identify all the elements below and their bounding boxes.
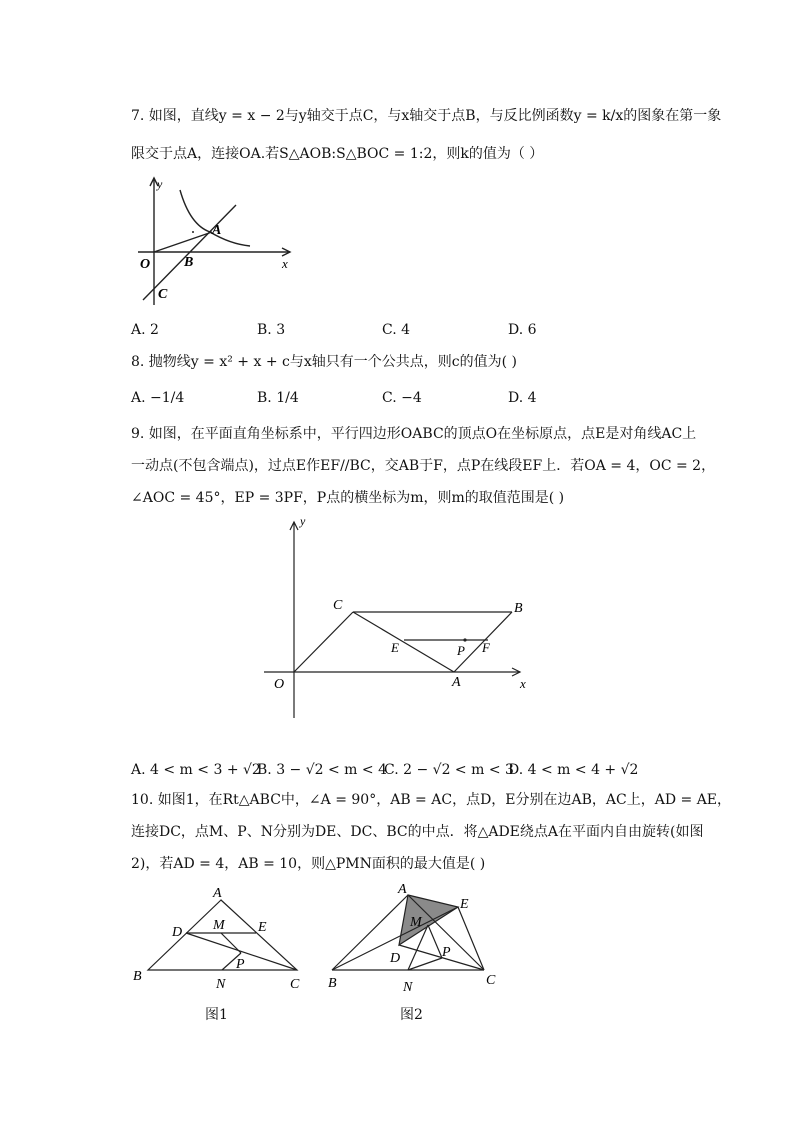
q10-fig2-label-P: P bbox=[442, 945, 451, 960]
q10-line1: 10. 如图1，在Rt△ABC中，∠A = 90°，AB = AC，点D，E分别在边AB，AC上，AD = AE， bbox=[131, 792, 732, 808]
q10-fig2-label-D: D bbox=[390, 951, 401, 966]
q9-option-c: C. 2 − √2 < m < 3 bbox=[384, 762, 514, 778]
q9-label-B: B bbox=[514, 601, 523, 616]
q7-option-b: B. 3 bbox=[257, 322, 286, 338]
q9-line2: 一动点(不包含端点)，过点E作EF//BC，交AB于F，点P在线段EF上．若OA = 4，OC = 2， bbox=[131, 458, 716, 474]
q7-option-c: C. 4 bbox=[382, 322, 411, 338]
q10-fig2-label-M: M bbox=[410, 915, 422, 930]
q9-label-A: A bbox=[452, 675, 461, 690]
q8-line1: 8. 抛物线y = x² + x + c与x轴只有一个公共点，则c的值为( ) bbox=[131, 354, 517, 370]
q10-fig2-label-N: N bbox=[403, 980, 413, 995]
q8-option-d: D. 4 bbox=[508, 390, 537, 406]
q7-option-d: D. 6 bbox=[508, 322, 537, 338]
q7-label-C: C bbox=[158, 287, 168, 302]
q9-label-x: x bbox=[520, 676, 526, 691]
q7-label-x: x bbox=[282, 256, 288, 271]
q9-label-y: y bbox=[300, 514, 306, 528]
q10-fig1-label-N: N bbox=[216, 977, 226, 992]
q9-label-F: F bbox=[482, 640, 490, 655]
q10-fig2-label-C: C bbox=[486, 973, 496, 988]
q10-line3: 2)，若AD = 4，AB = 10，则△PMN面积的最大值是( ) bbox=[131, 856, 486, 872]
q10-fig2-label-B: B bbox=[328, 976, 337, 991]
q9-label-P: P bbox=[457, 643, 465, 658]
q7-option-a: A. 2 bbox=[131, 322, 159, 338]
q9-option-b: B. 3 − √2 < m < 4 bbox=[257, 762, 387, 778]
q9-label-E: E bbox=[391, 640, 399, 655]
q8-option-a: A. −1/4 bbox=[131, 390, 185, 406]
q9-line3: ∠AOC = 45°，EP = 3PF，P点的横坐标为m，则m的取值范围是( ) bbox=[131, 490, 565, 506]
q9-label-O: O bbox=[274, 677, 285, 692]
q10-fig1-label-P: P bbox=[236, 957, 245, 972]
q7-label-O: O bbox=[140, 257, 151, 272]
q10-fig2-label-E: E bbox=[460, 897, 469, 912]
q7-label-B: B bbox=[184, 255, 194, 270]
q9-label-C: C bbox=[333, 598, 343, 613]
q9-line1: 9. 如图，在平面直角坐标系中，平行四边形OABC的顶点O在坐标原点，点E是对角线AC上 bbox=[131, 426, 697, 442]
q7-line1: 7. 如图，直线y = x − 2与y轴交于点C，与x轴交于点B，与反比例函数y = k/x的图象在第一象 bbox=[131, 108, 722, 124]
q9-option-d: D. 4 < m < 4 + √2 bbox=[508, 762, 639, 778]
q10-fig1-label-B: B bbox=[133, 969, 142, 984]
q7-line2: 限交于点A，连接OA.若S△AOB:S△BOC = 1:2，则k的值为（ ） bbox=[131, 146, 544, 162]
q10-fig2-label-A: A bbox=[398, 882, 407, 897]
q8-option-b: B. 1/4 bbox=[257, 390, 299, 406]
q10-fig1-label-M: M bbox=[213, 918, 225, 933]
q10-fig2-shaded-triangle bbox=[399, 895, 458, 945]
q7-label-A: A bbox=[212, 223, 222, 238]
q7-label-y: y bbox=[157, 177, 163, 191]
q9-option-a: A. 4 < m < 3 + √2 bbox=[131, 762, 261, 778]
q10-fig1-label-D: D bbox=[172, 925, 183, 940]
q10-caption1: 图1 bbox=[205, 1007, 228, 1023]
q10-fig1-label-C: C bbox=[290, 977, 300, 992]
q8-option-c: C. −4 bbox=[382, 390, 422, 406]
q10-line2: 连接DC，点M、P、N分别为DE、DC、BC的中点．将△ADE绕点A在平面内自由旋转(如图 bbox=[131, 824, 704, 840]
q10-fig1-label-E: E bbox=[258, 920, 267, 935]
q10-caption2: 图2 bbox=[400, 1007, 423, 1023]
q10-fig1-label-A: A bbox=[213, 886, 222, 901]
